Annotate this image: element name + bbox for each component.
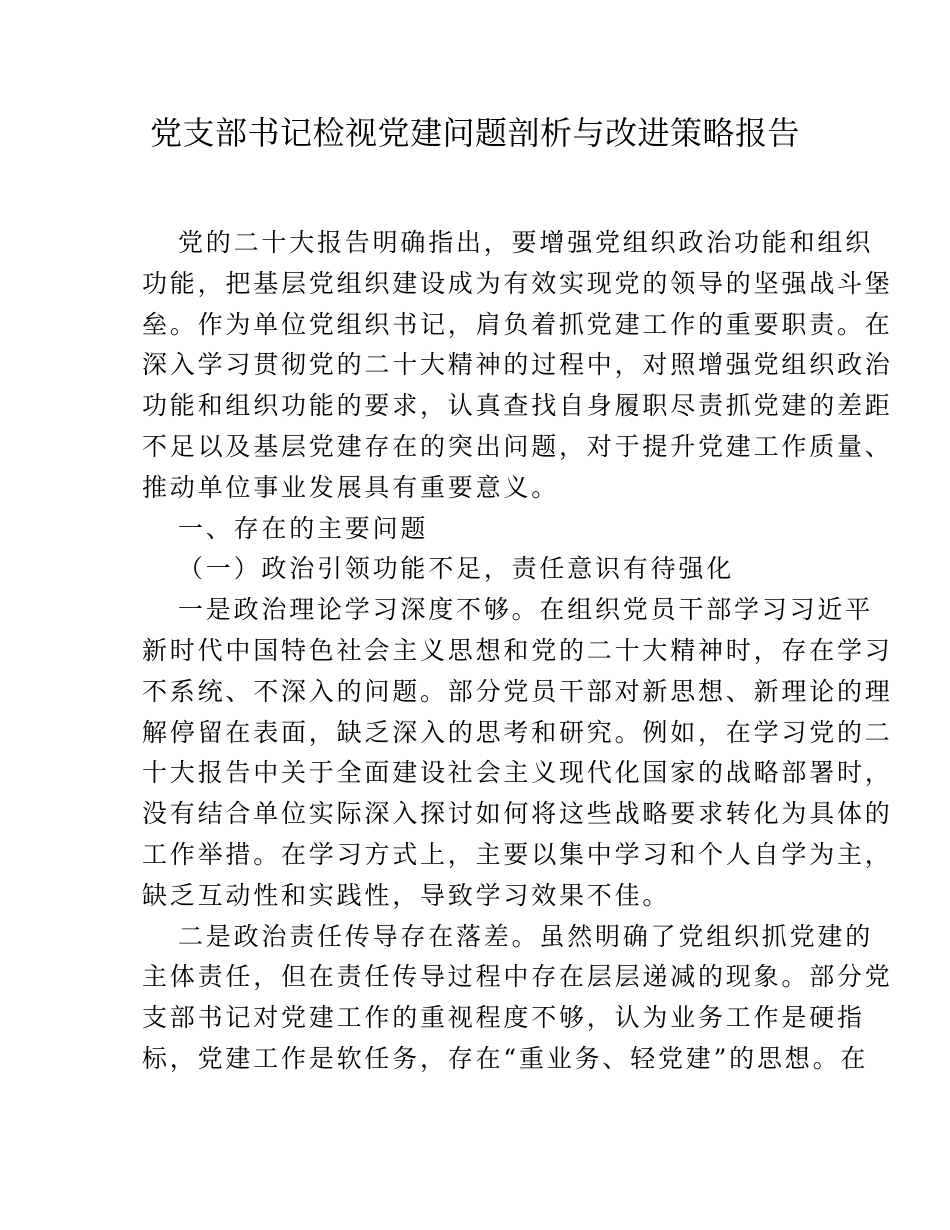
text-line: 主体责任，但在责任传导过程中存在层层递减的现象。部分党 xyxy=(142,962,893,992)
text-line: 标，党建工作是软任务，存在“重业务、轻党建”的思想。在 xyxy=(142,1043,869,1073)
text-line: 新时代中国特色社会主义思想和党的二十大精神时，存在学习 xyxy=(142,635,893,665)
text-line: 支部书记对党建工作的重视程度不够，认为业务工作是硬指 xyxy=(142,1003,865,1033)
text-line: 推动单位事业发展具有重要意义。 xyxy=(142,472,560,502)
text-line: 深入学习贯彻党的二十大精神的过程中，对照增强党组织政治 xyxy=(142,350,893,380)
text-line: 不足以及基层党建存在的突出问题，对于提升党建工作质量、 xyxy=(142,431,893,461)
document-title: 党支部书记检视党建问题剖析与改进策略报告 xyxy=(149,114,800,152)
text-line: 垒。作为单位党组织书记，肩负着抓党建工作的重要职责。在 xyxy=(142,309,893,339)
text-line: 一、存在的主要问题 xyxy=(178,513,429,543)
document-body xyxy=(142,223,893,1080)
text-line: 二是政治责任传导存在落差。虽然明确了党组织抓党建的 xyxy=(178,921,874,951)
text-line: 解停留在表面，缺乏深入的思考和研究。例如，在学习党的二 xyxy=(142,717,893,747)
text-line: 工作举措。在学习方式上，主要以集中学习和个人自学为主， xyxy=(142,839,893,869)
text-line: 十大报告中关于全面建设社会主义现代化国家的战略部署时， xyxy=(142,758,893,788)
text-line: 不系统、不深入的问题。部分党员干部对新思想、新理论的理 xyxy=(142,676,893,706)
text-line: 党的二十大报告明确指出，要增强党组织政治功能和组织 xyxy=(178,228,874,257)
text-line: 功能，把基层党组织建设成为有效实现党的领导的坚强战斗堡 xyxy=(142,268,893,298)
text-line: 功能和组织功能的要求，认真查找自身履职尽责抓党建的差距 xyxy=(142,391,893,421)
text-line: 一是政治理论学习深度不够。在组织党员干部学习习近平 xyxy=(178,595,874,625)
text-line: 缺乏互动性和实践性，导致学习效果不佳。 xyxy=(142,880,671,910)
text-line: 没有结合单位实际深入探讨如何将这些战略要求转化为具体的 xyxy=(142,799,893,829)
text-line: （一）政治引领功能不足，责任意识有待强化 xyxy=(178,554,735,584)
